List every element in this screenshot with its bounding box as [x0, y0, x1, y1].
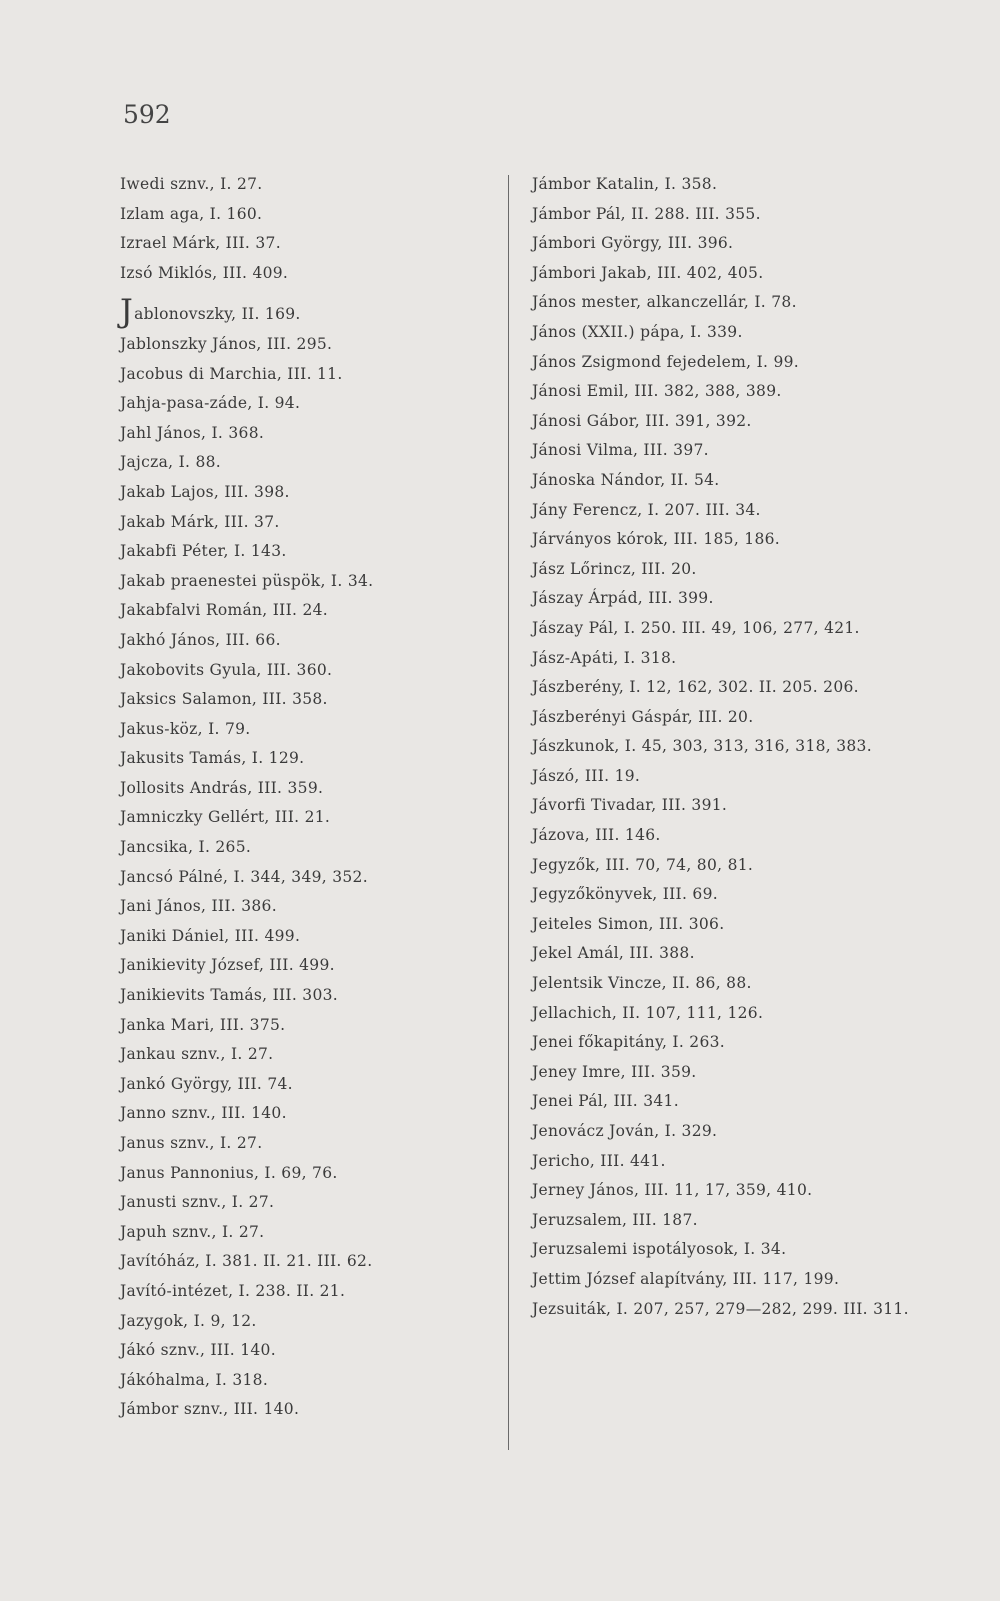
index-entry: Jegyzők, III. 70, 74, 80, 81. — [532, 855, 754, 874]
index-entry: Jászay Árpád, III. 399. — [532, 589, 714, 608]
index-entry: Jászay Pál, I. 250. III. 49, 106, 277, 421. — [532, 618, 860, 637]
index-entry: Jenovácz Jován, I. 329. — [532, 1122, 718, 1140]
index-entry: Janka Mari, III. 375. — [120, 1015, 286, 1034]
index-entry: Janus sznv., I. 27. — [120, 1134, 263, 1152]
index-entry: Jenei Pál, III. 341. — [532, 1092, 679, 1111]
index-entry: Jakusits Tamás, I. 129. — [120, 749, 305, 768]
index-entry: Jakhó János, III. 66. — [120, 630, 281, 649]
index-entry: Javítóház, I. 381. II. 21. III. 62. — [120, 1252, 373, 1271]
index-entry: Jeiteles Simon, III. 306. — [532, 914, 725, 933]
index-entry: Janikievity József, III. 499. — [120, 956, 335, 975]
index-entry: Jani János, III. 386. — [120, 897, 277, 916]
index-group-j-left — [120, 330, 490, 1425]
index-entry: Jámbor Pál, II. 288. III. 355. — [532, 204, 761, 223]
index-entry: Jeruzsalem, III. 187. — [532, 1210, 698, 1229]
index-entry: Jászkunok, I. 45, 303, 313, 316, 318, 383. — [532, 737, 872, 756]
index-entry: Jollosits András, III. 359. — [120, 778, 324, 797]
index-entry: János Zsigmond fejedelem, I. 99. — [532, 352, 800, 371]
section-initial: J — [120, 292, 134, 331]
index-entry: Jellachich, II. 107, 111, 126. — [532, 1003, 764, 1022]
index-entry: Jancsó Pálné, I. 344, 349, 352. — [120, 867, 368, 886]
index-entry: Jeney Imre, III. 359. — [532, 1062, 697, 1081]
index-entry: Jány Ferencz, I. 207. III. 34. — [532, 500, 761, 519]
index-entry: Jeruzsalemi ispotályosok, I. 34. — [532, 1240, 787, 1259]
index-entry: Japuh sznv., I. 27. — [120, 1222, 265, 1241]
index-entry: Jakab praenestei püspök, I. 34. — [120, 571, 374, 590]
index-entry: Járványos kórok, III. 185, 186. — [532, 530, 780, 549]
index-entry: Jazygok, I. 9, 12. — [120, 1311, 257, 1330]
index-entry: Jezsuiták, I. 207, 257, 279—282, 299. III. 311. — [532, 1299, 909, 1318]
index-entry: Jerney János, III. 11, 17, 359, 410. — [532, 1181, 813, 1200]
index-entry: Jászó, III. 19. — [532, 766, 641, 785]
index-entry: Jakab Márk, III. 37. — [120, 512, 280, 531]
index-entry: Jakab Lajos, III. 398. — [120, 482, 290, 501]
index-entry: Jánosi Vilma, III. 397. — [532, 441, 709, 460]
column-divider — [508, 175, 509, 1450]
index-entry: Izrael Márk, III. 37. — [120, 234, 281, 253]
index-entry: Iwedi sznv., I. 27. — [120, 175, 263, 193]
index-entry-text: ablonovszky, II. 169. — [134, 305, 301, 324]
index-entry: Jámbor sznv., III. 140. — [120, 1400, 300, 1419]
section-gap — [120, 288, 490, 300]
index-entry: János (XXII.) pápa, I. 339. — [532, 322, 743, 341]
index-entry: Jancsika, I. 265. — [120, 838, 252, 857]
index-entry: Jahl János, I. 368. — [120, 423, 265, 442]
index-entry: Jettim József alapítvány, III. 117, 199. — [532, 1269, 840, 1288]
index-entry: Jamniczky Gellért, III. 21. — [120, 808, 331, 827]
index-entry: Jajcza, I. 88. — [120, 453, 222, 472]
index-entry: Jaksics Salamon, III. 358. — [120, 690, 328, 709]
index-entry: Jász Lőrincz, III. 20. — [532, 559, 697, 578]
index-entry: János mester, alkanczellár, I. 78. — [532, 293, 797, 312]
page-number: 592 — [123, 100, 171, 129]
index-entry: Jakus-köz, I. 79. — [120, 719, 251, 738]
index-entry: Jászberényi Gáspár, III. 20. — [532, 707, 754, 726]
index-entry: Janikievits Tamás, III. 303. — [120, 986, 338, 1005]
index-entry: Jákó sznv., III. 140. — [120, 1341, 276, 1360]
index-entry: Jericho, III. 441. — [532, 1151, 666, 1170]
index-entry: Jankó György, III. 74. — [120, 1074, 293, 1093]
index-entry: Janiki Dániel, III. 499. — [120, 926, 301, 945]
index-entry: Jázova, III. 146. — [532, 826, 661, 845]
index-entry: Jakabfi Péter, I. 143. — [120, 542, 287, 561]
index-entry: Jámbor Katalin, I. 358. — [532, 175, 718, 193]
index-entry: Jámbori Jakab, III. 402, 405. — [532, 263, 764, 282]
index-entry: Jelentsik Vincze, II. 86, 88. — [532, 974, 752, 993]
index-entry: Javító-intézet, I. 238. II. 21. — [120, 1281, 346, 1300]
index-group-i — [120, 170, 490, 288]
index-entry: Jakabfalvi Román, III. 24. — [120, 601, 329, 620]
index-entry: Janus Pannonius, I. 69, 76. — [120, 1163, 338, 1182]
index-entry: Jakobovits Gyula, III. 360. — [120, 660, 333, 679]
index-entry: Jegyzőkönyvek, III. 69. — [532, 885, 718, 904]
index-entry: Jahja-pasa-záde, I. 94. — [120, 394, 301, 413]
index-column-right — [532, 170, 932, 1324]
index-entry: Janno sznv., III. 140. — [120, 1104, 287, 1123]
index-entry: Jekel Amál, III. 388. — [532, 944, 695, 963]
index-entry: Jánoska Nándor, II. 54. — [532, 470, 720, 489]
index-entry: Jász-Apáti, I. 318. — [532, 648, 677, 667]
index-entry: Jankau sznv., I. 27. — [120, 1045, 274, 1064]
index-entry: Jacobus di Marchia, III. 11. — [120, 364, 343, 383]
index-entry: Jánosi Emil, III. 382, 388, 389. — [532, 382, 782, 401]
index-entry: Jávorfi Tivadar, III. 391. — [532, 796, 728, 815]
index-entry: Jákóhalma, I. 318. — [120, 1370, 269, 1389]
index-entry: Izlam aga, I. 160. — [120, 204, 263, 223]
index-column-left — [120, 170, 490, 1425]
index-entry: Jenei főkapitány, I. 263. — [532, 1033, 726, 1052]
index-entry: Jászberény, I. 12, 162, 302. II. 205. 206. — [532, 678, 859, 697]
index-entry: Janusti sznv., I. 27. — [120, 1193, 275, 1212]
index-entry: Jánosi Gábor, III. 391, 392. — [532, 411, 752, 430]
index-entry: Jámbori György, III. 396. — [532, 234, 734, 253]
index-entry: Izsó Miklós, III. 409. — [120, 263, 289, 282]
index-entry: Jablonszky János, III. 295. — [120, 334, 333, 353]
section-j-first-entry — [120, 292, 490, 331]
